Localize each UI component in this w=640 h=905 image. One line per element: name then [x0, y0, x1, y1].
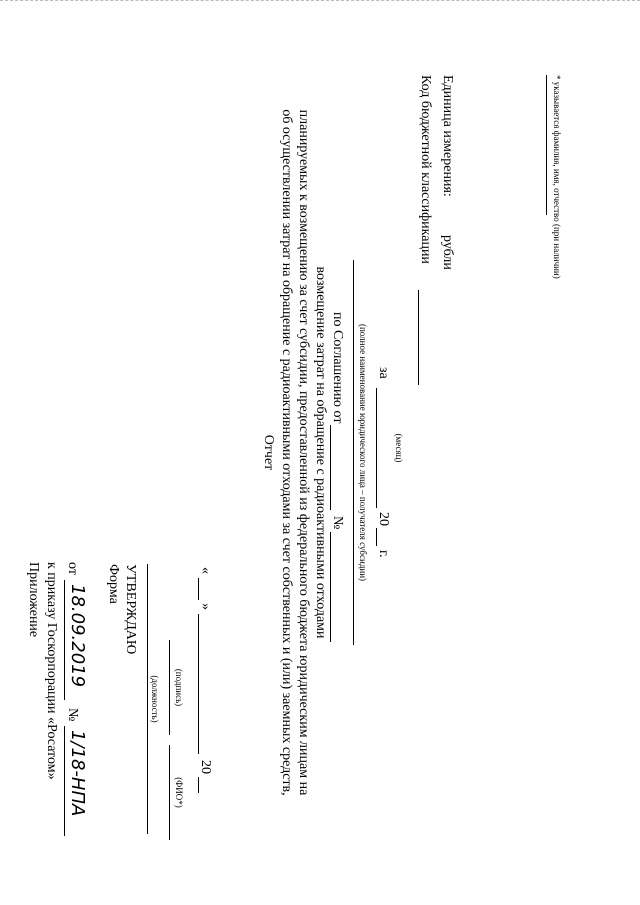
signature-line: [169, 640, 170, 735]
form-year-line: [198, 777, 199, 793]
unit-value: рубли: [440, 235, 455, 270]
report-line-3: возмещение затрат на обращение с радиоактивными отходами: [313, 266, 328, 639]
form-approve: УТВЕРЖДАЮ: [123, 564, 138, 655]
appendix-order-prefix: к приказу Госкорпорации «Росатом»: [44, 562, 59, 780]
form-date-quote-open: «: [198, 567, 213, 574]
appendix-date-handwritten: 18.09.2019: [67, 584, 88, 688]
agreement-number-label: №: [330, 516, 345, 530]
entity-caption: (полное наименование юридического лица – получателя субсидии): [358, 323, 368, 582]
agreement-date-line: [330, 425, 331, 510]
report-year-suffix: г.: [376, 550, 391, 558]
unit-label: Единица измерения:: [440, 75, 455, 197]
report-line-1: об осуществлении затрат на обращение с радиоактивными отходами за счет собственных и (или) заемных средств,: [279, 109, 294, 796]
budget-code-label: Код бюджетной классификации: [418, 75, 433, 264]
footnote-text: * указывается фамилия, имя, отчество (при наличии): [552, 75, 562, 279]
report-line-2: планируемых к возмещению за счет субсидии, предоставленной из федерального бюджета юридическим лицам на: [296, 109, 311, 796]
appendix-number-line: [64, 726, 65, 836]
agreement-from-label: по Соглашению от: [330, 312, 345, 424]
form-year-prefix: 20: [198, 760, 213, 774]
month-caption: (месяц): [394, 433, 404, 463]
report-for-label: за: [376, 367, 391, 379]
appendix-from-label: от: [65, 562, 80, 575]
report-title: Отчет: [261, 434, 276, 471]
position-caption: (должность): [150, 675, 160, 723]
agreement-number-line: [330, 532, 331, 642]
fio-line: [169, 745, 170, 840]
report-month-line: [376, 388, 377, 508]
position-line: [147, 564, 148, 834]
appendix-number-label: №: [65, 708, 80, 722]
form-label: Форма: [106, 564, 121, 604]
appendix-date-line: [64, 580, 65, 700]
appendix-number-handwritten: 1/18-НПА: [67, 730, 88, 817]
report-year-prefix: 20: [376, 512, 391, 526]
form-date-quote-close: »: [198, 603, 213, 610]
budget-code-line: [418, 290, 419, 385]
fio-caption: (ФИО*): [174, 777, 184, 808]
report-year-line: [376, 528, 377, 546]
appendix-title: Приложение: [26, 562, 41, 638]
footnote-separator: [546, 75, 547, 215]
form-date-day-line: [198, 578, 199, 600]
form-date-month-line: [198, 614, 199, 754]
entity-name-line: [353, 260, 354, 645]
signature-caption: (подпись): [174, 668, 184, 707]
